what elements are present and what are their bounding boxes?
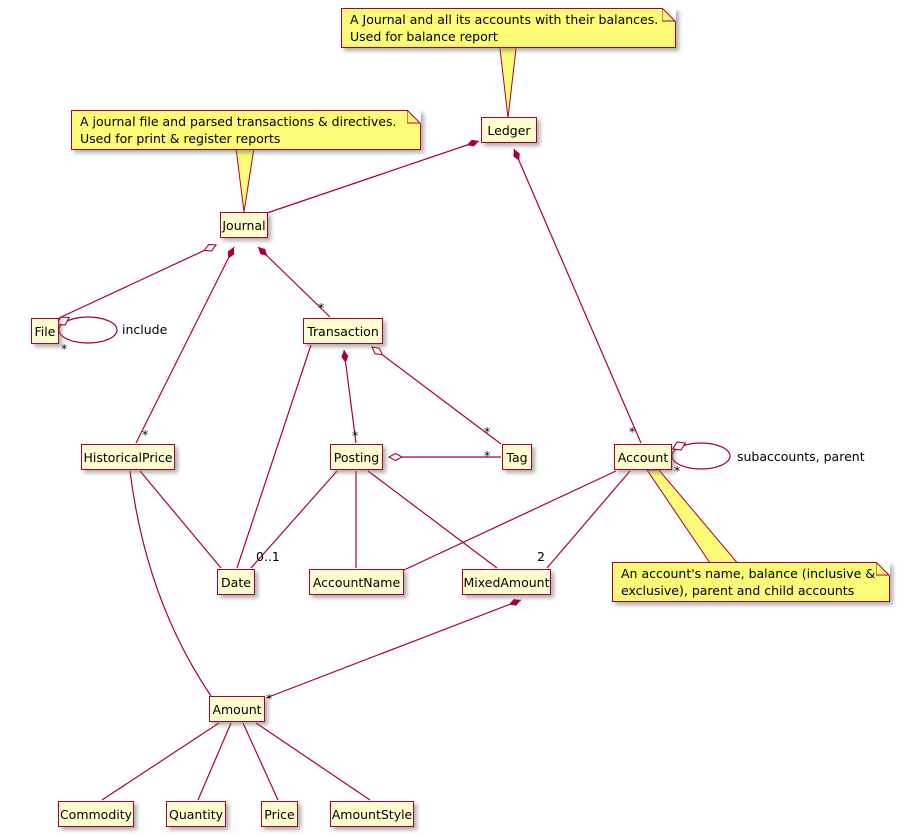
account-self-loop-open-diamond-icon [671, 439, 687, 453]
note-account-line2: exclusive), parent and child accounts [621, 582, 855, 598]
mult-account-mixedamount: 2 [537, 549, 545, 564]
note-ledger-line2: Used for balance report [350, 28, 498, 44]
mult-journal-file: * [61, 341, 68, 356]
note-anchor-account [647, 470, 740, 566]
edge-historicalprice-date [140, 471, 221, 568]
label-file-include: include [122, 322, 168, 337]
label-account-self: subaccounts, parent [737, 449, 865, 464]
note-anchor-journal [236, 148, 254, 212]
edge-ledger-account-composition [514, 149, 641, 443]
mult-posting-tag: * [484, 448, 491, 463]
edge-mixedamount-amount-composition [266, 600, 521, 698]
edge-journal-historicalprice-composition [136, 247, 234, 443]
mult-journal-historicalprice: * [142, 427, 149, 442]
class-accountname: AccountName [309, 569, 404, 595]
note-journal-line1: A journal file and parsed transactions & directives. [80, 114, 397, 129]
note-anchor-ledger [499, 40, 517, 118]
mult-journal-transaction: * [318, 300, 325, 315]
note-journal [71, 110, 421, 150]
note-fold-icon [876, 562, 890, 576]
edge-ledger-journal-composition [267, 141, 479, 213]
note-account [612, 562, 890, 602]
class-transaction: Transaction [303, 318, 383, 344]
class-journal: Journal [220, 212, 268, 238]
note-ledger-line1: A Journal and all its accounts with their balances. [350, 12, 659, 27]
note-journal-line2: Used for print & register reports [80, 130, 281, 146]
class-ledger: Ledger [481, 117, 537, 143]
class-mixedamount: MixedAmount [462, 569, 551, 595]
note-account-line1: An account's name, balance (inclusive & [621, 566, 876, 581]
class-date: Date [217, 569, 255, 595]
edge-account-mixedamount [547, 471, 630, 568]
class-amount: Amount [209, 696, 265, 722]
note-fold-icon [662, 8, 676, 22]
edge-journal-file-aggregation [59, 245, 216, 318]
edge-transaction-tag-aggregation [372, 347, 501, 444]
class-price: Price [261, 801, 298, 827]
edge-historicalprice-amount [130, 471, 211, 696]
class-account: Account [614, 444, 672, 470]
mult-transaction-tag: * [484, 424, 491, 439]
note-fold-icon [407, 110, 421, 124]
edge-posting-mixedamount [368, 471, 497, 568]
class-quantity: Quantity [166, 801, 226, 827]
class-commodity: Commodity [58, 801, 134, 827]
mult-mixedamount-amount: * [266, 691, 273, 706]
class-tag: Tag [502, 444, 532, 470]
mult-ledger-account: * [629, 424, 636, 439]
mult-account-self: * [674, 463, 681, 478]
class-file: File [31, 318, 59, 344]
note-ledger [341, 8, 676, 48]
edge-amount-commodity [102, 723, 219, 800]
class-historicalprice: HistoricalPrice [81, 444, 175, 470]
edge-amount-quantity [198, 723, 231, 800]
edge-transaction-date [237, 345, 311, 568]
mult-transaction-posting: * [352, 428, 359, 443]
edge-account-accountname [404, 471, 616, 570]
mult-posting-date: 0..1 [256, 549, 280, 564]
class-posting: Posting [330, 444, 383, 470]
class-amountstyle: AmountStyle [330, 801, 414, 827]
